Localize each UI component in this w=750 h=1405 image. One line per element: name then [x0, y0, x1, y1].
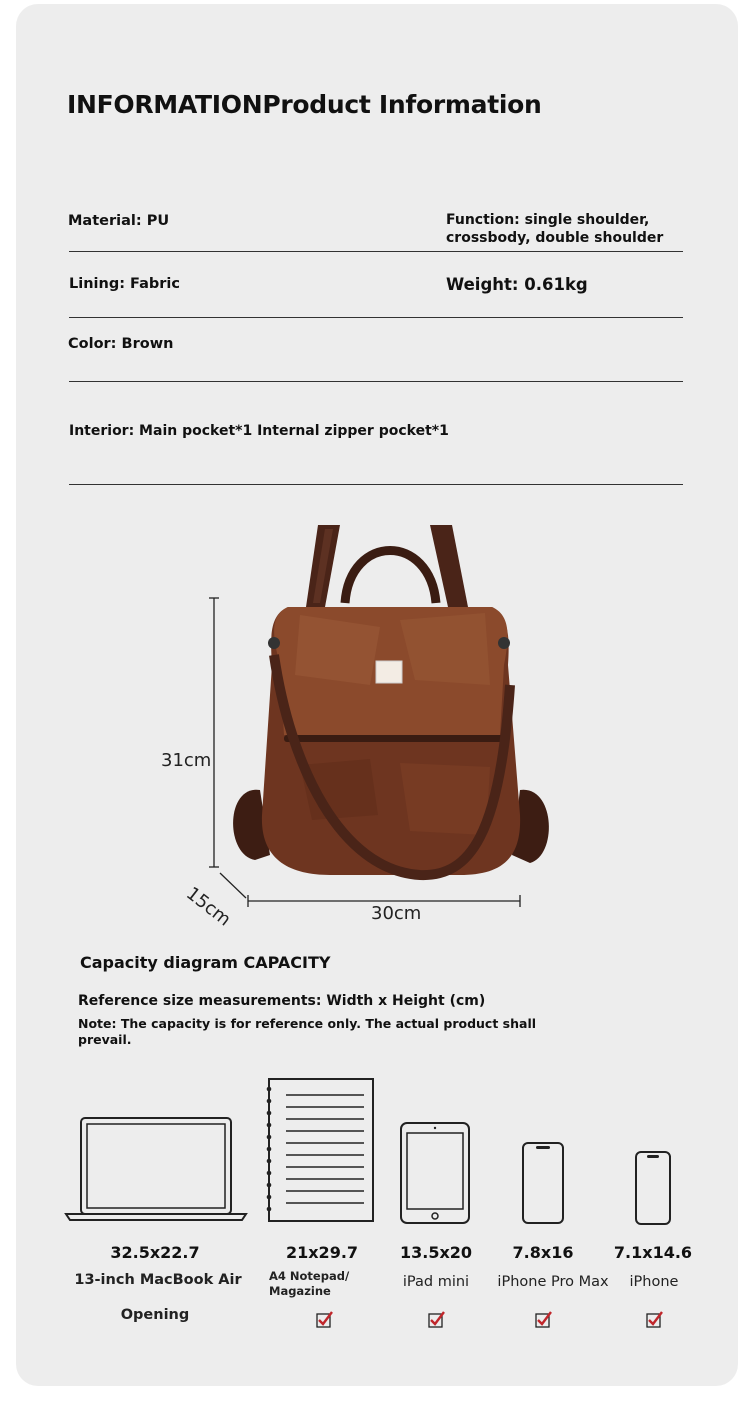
name-iphone-pro-max: iPhone Pro Max — [497, 1274, 609, 1290]
weight-label: Weight: 0.61kg — [446, 275, 588, 294]
color-label: Color: Brown — [68, 336, 174, 352]
divider — [69, 317, 683, 318]
size-iphone-pro-max: 7.8x16 — [512, 1243, 574, 1262]
size-iphone: 7.1x14.6 — [613, 1243, 693, 1262]
note-line-2: prevail. — [78, 1032, 132, 1047]
backpack-image — [200, 515, 580, 925]
tablet-icon — [399, 1121, 471, 1225]
status-macbook-opening: Opening — [120, 1307, 190, 1323]
material-label: Material: PU — [68, 213, 170, 229]
page-title: INFORMATIONProduct Information — [67, 90, 542, 119]
function-line-1: Function: single shoulder, — [446, 212, 650, 228]
note-line-1: Note: The capacity is for reference only. The actual product shall — [78, 1016, 537, 1031]
function-label — [446, 211, 663, 247]
phone-large-icon — [521, 1141, 565, 1225]
laptop-icon — [64, 1116, 248, 1222]
size-macbook: 32.5x22.7 — [110, 1243, 200, 1262]
reference-text: Reference size measurements: Width x Height (cm) — [78, 993, 486, 1009]
checkbox-checked-icon — [428, 1311, 445, 1328]
name-macbook: 13-inch MacBook Air — [74, 1272, 242, 1288]
size-ipad-mini: 13.5x20 — [399, 1243, 473, 1262]
capacity-heading: Capacity diagram CAPACITY — [80, 953, 331, 972]
checkbox-checked-icon — [646, 1311, 663, 1328]
name-notepad — [269, 1269, 349, 1299]
checkbox-checked-icon — [316, 1311, 333, 1328]
capacity-note — [78, 1016, 536, 1048]
name-iphone: iPhone — [629, 1274, 679, 1290]
depth-dimension-label: 15cm — [182, 883, 235, 931]
size-notepad: 21x29.7 — [285, 1243, 359, 1262]
notepad-icon — [264, 1077, 376, 1223]
function-line-2: crossbody, double shoulder — [446, 230, 664, 246]
lining-label: Lining: Fabric — [69, 276, 180, 292]
divider — [69, 251, 683, 252]
divider — [69, 381, 683, 382]
notepad-line-1: A4 Notepad/ — [269, 1269, 350, 1283]
phone-icon — [634, 1150, 672, 1226]
height-dimension-label: 31cm — [161, 750, 212, 771]
checkbox-checked-icon — [535, 1311, 552, 1328]
width-dimension-label: 30cm — [371, 903, 422, 924]
name-ipad-mini: iPad mini — [402, 1274, 470, 1290]
interior-label: Interior: Main pocket*1 Internal zipper pocket*1 — [69, 423, 449, 439]
notepad-line-2: Magazine — [269, 1284, 331, 1298]
divider — [69, 484, 683, 485]
